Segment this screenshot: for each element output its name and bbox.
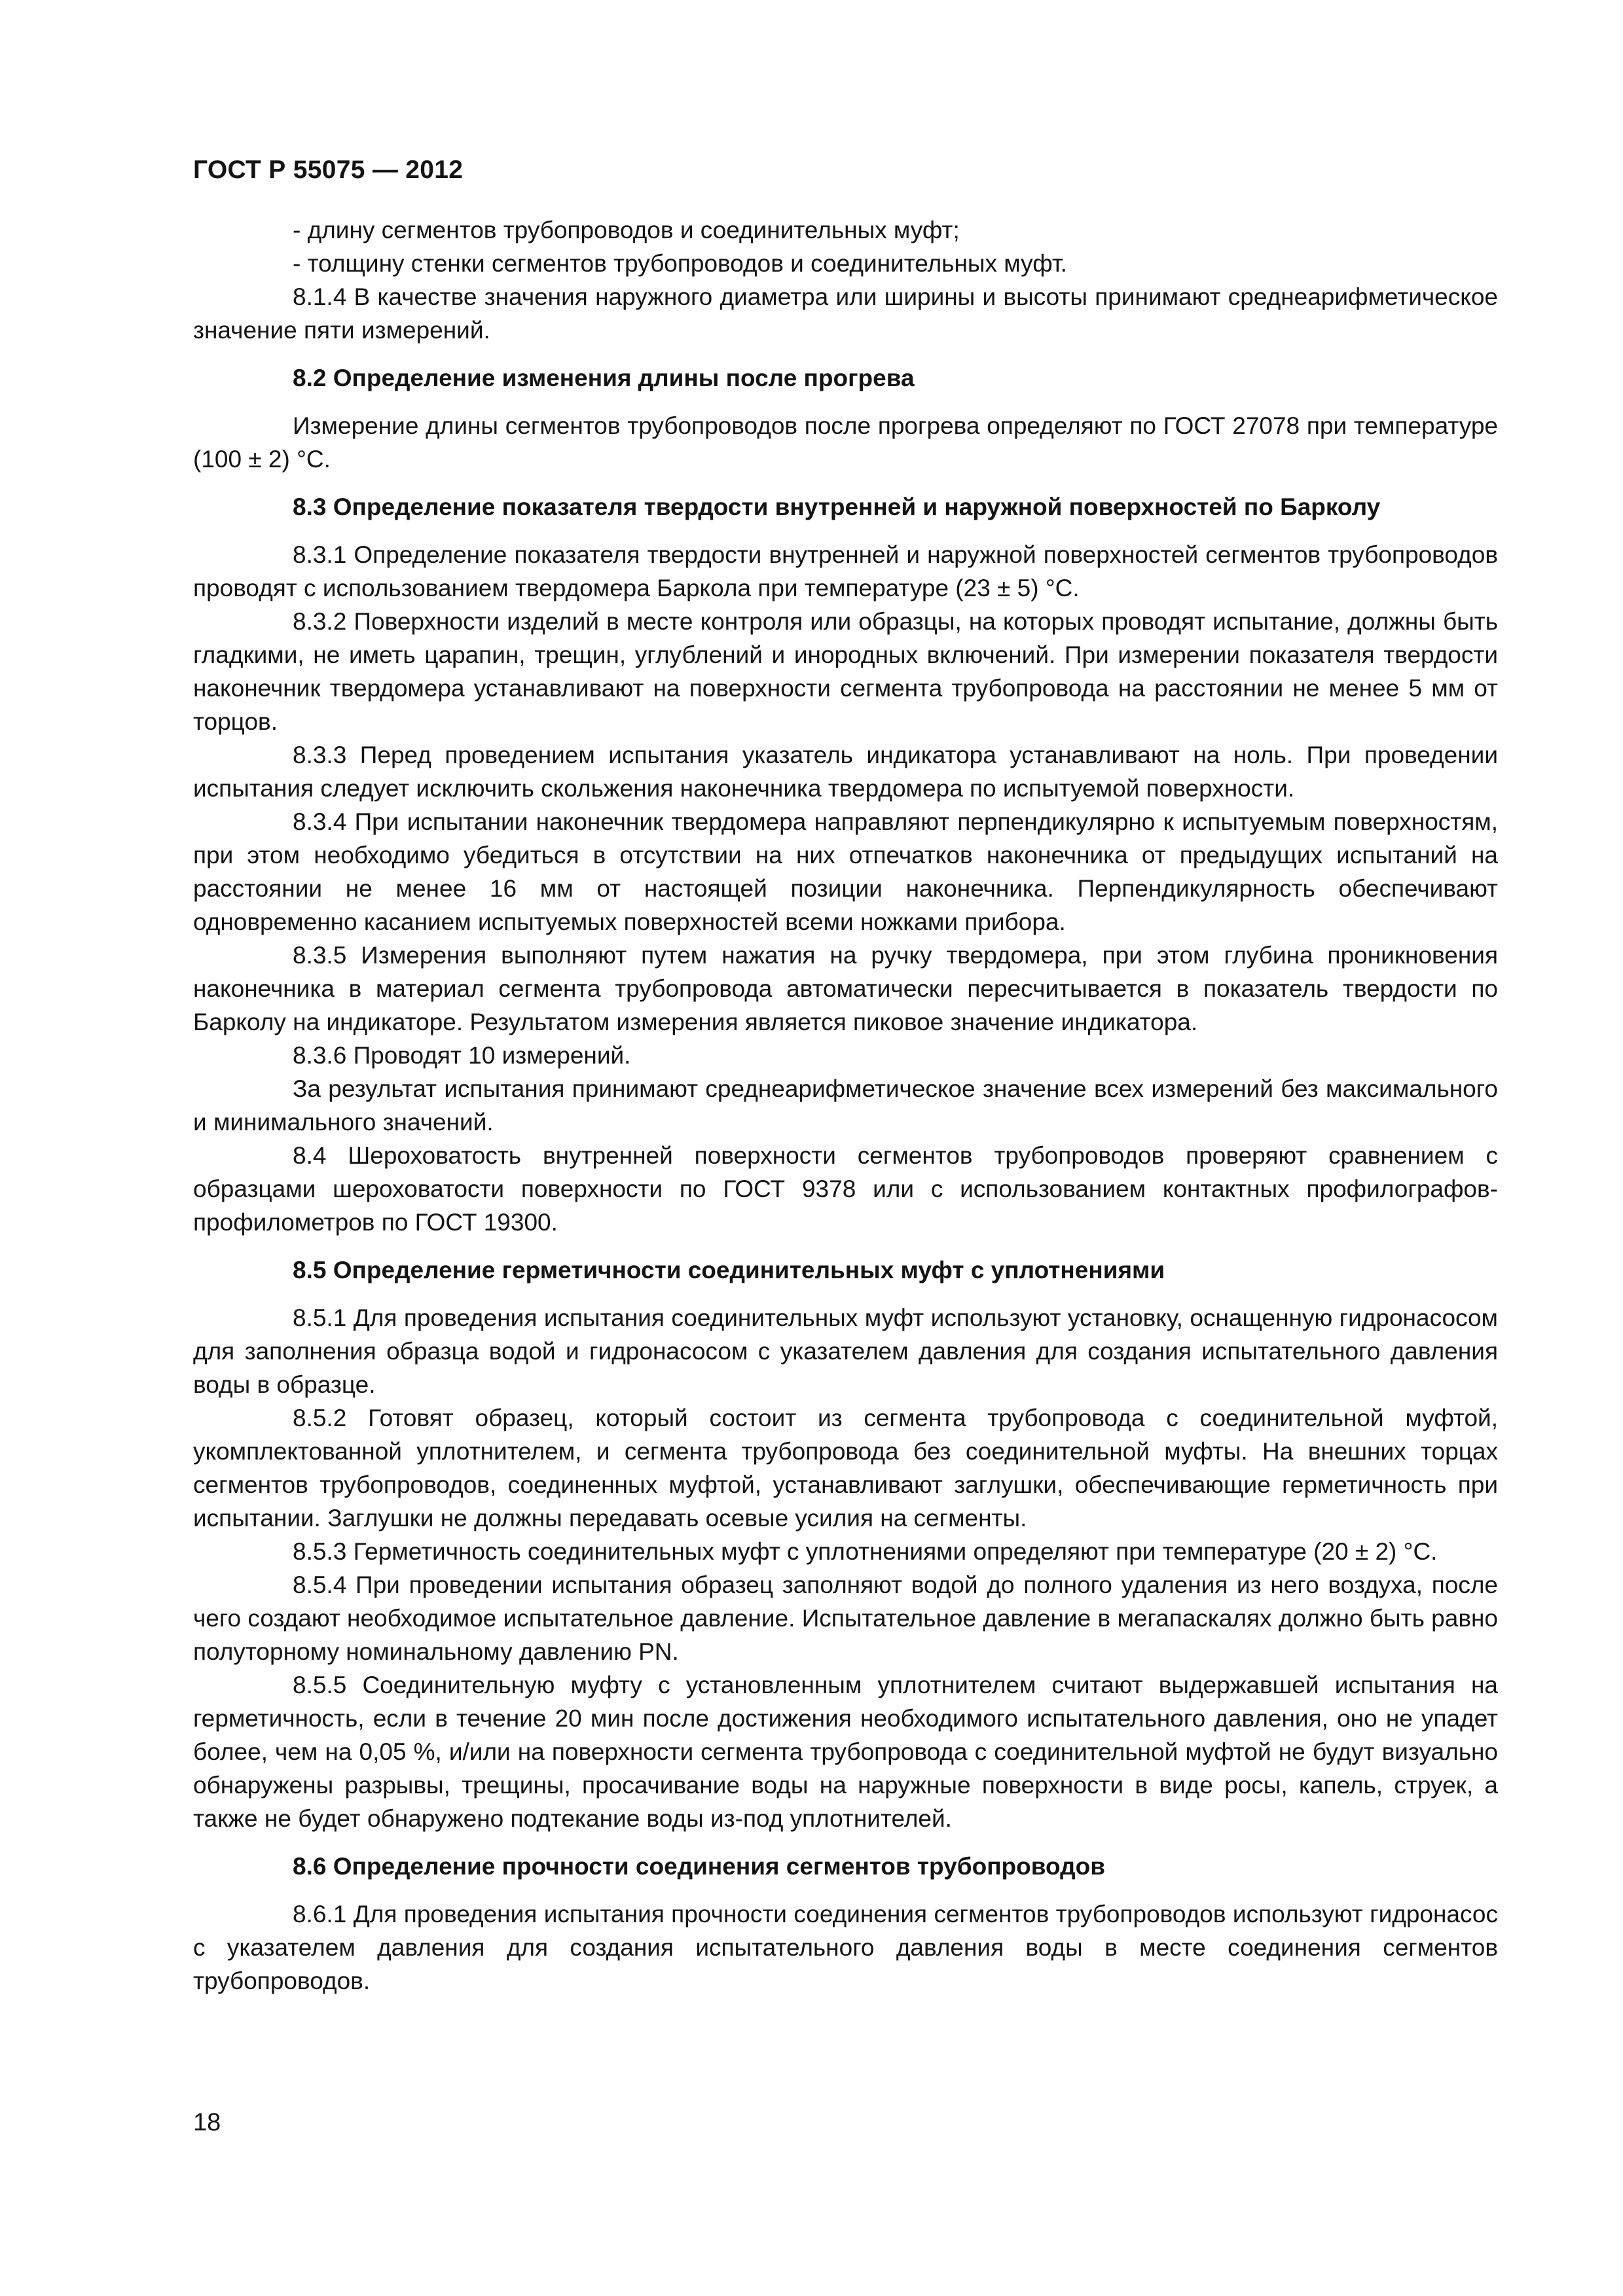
paragraph: 8.5.1 Для проведения испытания соединительных муфт используют установку, оснащенную гидронасосом для заполнения образца водой и гидронасосом с указателем давления для создания испытательного давления воды в образце. (193, 1304, 1498, 1398)
section-heading: 8.3 Определение показателя твердости внутренней и наружной поверхностей по Барколу (293, 493, 1381, 520)
paragraph: За результат испытания принимают среднеарифметическое значение всех измерений без максимального и минимального значений. (193, 1075, 1498, 1136)
paragraph: 8.3.1 Определение показателя твердости внутренней и наружной поверхностей сегментов трубопроводов проводят с использованием твердомера Баркола при температуре (23 ± 5) °С. (193, 541, 1498, 601)
paragraph: 8.3.5 Измерения выполняют путем нажатия на ручку твердомера, при этом глубина проникновения наконечника в материал сегмента трубопровода автоматически пересчитывается в показатель твердости по Барколу на индикаторе. Результатом измерения является пиковое значение индикатора. (193, 942, 1498, 1035)
section-heading: 8.2 Определение изменения длины после прогрева (293, 365, 915, 391)
paragraph: - толщину стенки сегментов трубопроводов и соединительных муфт. (293, 250, 1067, 277)
paragraph: 8.6.1 Для проведения испытания прочности соединения сегментов трубопроводов используют гидронасос с указателем давления для создания испытательного давления воды в месте соединения сегментов трубопроводов. (193, 1901, 1498, 1994)
paragraph: 8.5.5 Соединительную муфту с установленным уплотнителем считают выдержавшей испытания на герметичность, если в течение 20 мин после достижения необходимого испытательного давления, оно не упадет более, чем на 0,05 %, и/или на поверхности сегмента трубопровода с соединительной муфтой не будут визуально обнаружены разрывы, трещины, просачивание воды на наружные поверхности в виде росы, капель, струек, а также не будет обнаружено подтекание воды из-под уплотнителей. (193, 1672, 1498, 1832)
paragraph: 8.3.6 Проводят 10 измерений. (293, 1042, 631, 1069)
paragraph: 8.3.3 Перед проведением испытания указатель индикатора устанавливают на ноль. При проведении испытания следует исключить скольжения наконечника твердомера по испытуемой поверхности. (193, 742, 1498, 802)
paragraph: 8.3.4 При испытании наконечник твердомера направляют перпендикулярно к испытуемым поверхностям, при этом необходимо убедиться в отсутствии на них отпечатков наконечника от предыдущих испытаний на расстоянии не менее 16 мм от настоящей позиции наконечника. Перпендикулярность обеспечивают одновременно касанием испытуемых поверхностей всеми ножками прибора. (193, 808, 1498, 935)
paragraph: 8.3.2 Поверхности изделий в месте контроля или образцы, на которых проводят испытание, должны быть гладкими, не иметь царапин, трещин, углублений и инородных включений. При измерении показателя твердости наконечник твердомера устанавливают на поверхности сегмента трубопровода на расстоянии не менее 5 мм от торцов. (193, 608, 1498, 735)
paragraph: 8.1.4 В качестве значения наружного диаметра или ширины и высоты принимают среднеарифметическое значение пяти измерений. (193, 283, 1498, 344)
section-heading: 8.6 Определение прочности соединения сегментов трубопроводов (293, 1853, 1105, 1880)
document-body (193, 213, 1498, 1998)
paragraph: 8.4 Шероховатость внутренней поверхности сегментов трубопроводов проверяют сравнением с образцами шероховатости поверхности по ГОСТ 9378 или с использованием контактных профилографов-профилометров по ГОСТ 19300. (193, 1142, 1498, 1236)
paragraph: 8.5.4 При проведении испытания образец заполняют водой до полного удаления из него воздуха, после чего создают необходимое испытательное давление. Испытательное давление в мегапаскалях должно быть равно полуторному номинальному давлению PN. (193, 1571, 1498, 1665)
paragraph: 8.5.3 Герметичность соединительных муфт с уплотнениями определяют при температуре (20 ± 2) °С. (293, 1538, 1438, 1565)
paragraph: 8.5.2 Готовят образец, который состоит из сегмента трубопровода с соединительной муфтой, укомплектованной уплотнителем, и сегмента трубопровода без соединительной муфты. На внешних торцах сегментов трубопроводов, соединенных муфтой, устанавливают заглушки, обеспечивающие герметичность при испытании. Заглушки не должны передавать осевые усилия на сегменты. (193, 1405, 1498, 1532)
document-header: ГОСТ Р 55075 — 2012 (193, 156, 464, 184)
paragraph: - длину сегментов трубопроводов и соединительных муфт; (293, 217, 960, 243)
section-heading: 8.5 Определение герметичности соединительных муфт с уплотнениями (293, 1257, 1165, 1283)
paragraph: Измерение длины сегментов трубопроводов после прогрева определяют по ГОСТ 27078 при температуре (100 ± 2) °С. (193, 412, 1498, 473)
page-number: 18 (193, 2109, 221, 2136)
